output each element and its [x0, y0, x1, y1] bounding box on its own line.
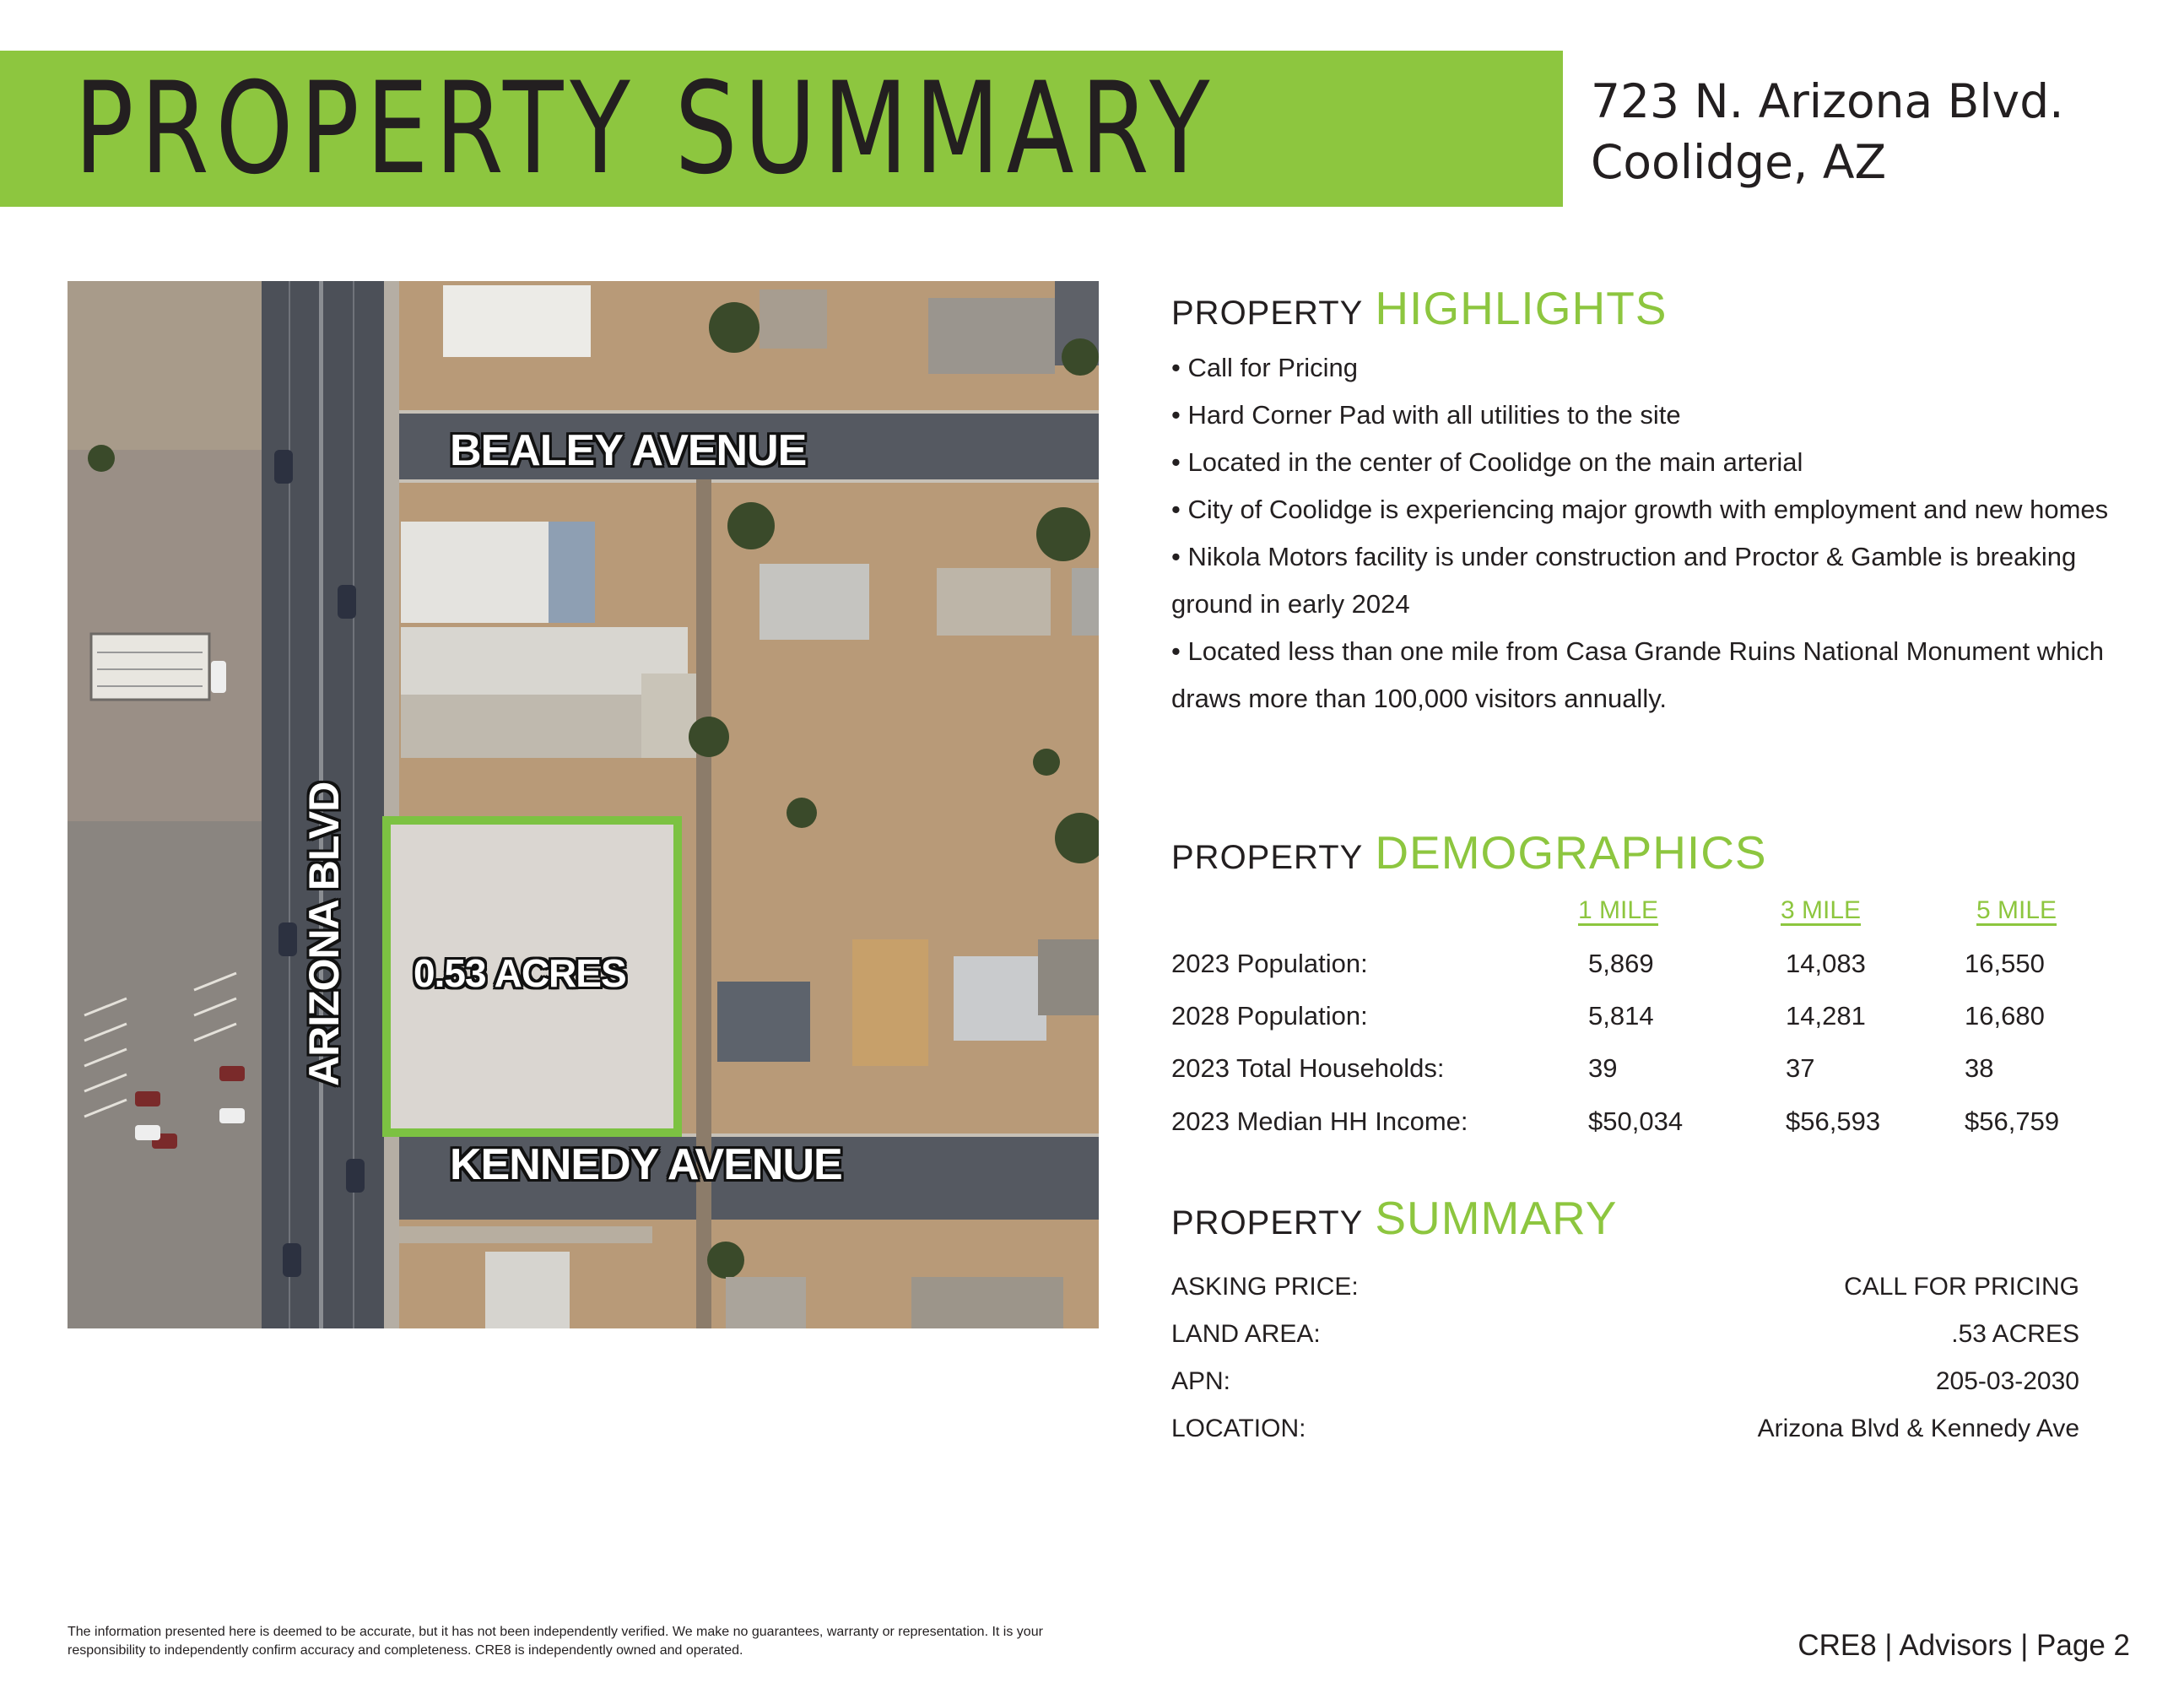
summary-heading-prefix: PROPERTY	[1171, 1204, 1364, 1242]
summary-value: Arizona Blvd & Kennedy Ave	[1757, 1415, 2079, 1442]
demographics-value: $50,034	[1588, 1106, 1684, 1136]
demographics-value: 38	[1965, 1053, 1994, 1083]
demographics-row-label: 2023 Median HH Income:	[1171, 1106, 1468, 1136]
demographics-value: $56,593	[1786, 1106, 1881, 1136]
demographics-value: 16,680	[1965, 1001, 2045, 1031]
aerial-map	[68, 281, 1099, 1328]
summary-row-land-area	[1171, 1320, 2079, 1354]
highlights-heading	[1171, 281, 1667, 335]
title-banner	[0, 51, 1563, 207]
highlights-heading-prefix: PROPERTY	[1171, 295, 1364, 332]
address-line-1: 723 N. Arizona Blvd.	[1591, 74, 2064, 128]
summary-label: LAND AREA:	[1171, 1320, 1321, 1348]
demographics-value: 39	[1588, 1053, 1618, 1083]
summary-row-location	[1171, 1415, 2079, 1448]
highlight-item: • City of Coolidge is experiencing major growth with employment and new homes	[1171, 495, 2109, 524]
map-label-site-acreage: 0.53 ACRES	[414, 951, 626, 995]
map-label-bealey-avenue: BEALEY AVENUE	[450, 426, 807, 475]
highlight-item: • Call for Pricing	[1171, 353, 1359, 382]
summary-value: 205-03-2030	[1935, 1367, 2079, 1395]
address-line-2: Coolidge, AZ	[1591, 135, 1887, 189]
demographics-row	[1171, 1001, 2100, 1035]
summary-heading-accent: SUMMARY	[1375, 1192, 1618, 1244]
demographics-value: 5,814	[1588, 1001, 1654, 1031]
footer-disclaimer: The information presented here is deemed to be accurate, but it has not been independently verified. We make no guarantees, warranty or representation. It is your responsibility to independently confirm accuracy and completeness. CRE8 is independently owned and operated.	[68, 1625, 1043, 1658]
summary-row-apn	[1171, 1367, 2079, 1401]
summary-value: CALL FOR PRICING	[1844, 1273, 2079, 1301]
summary-label: LOCATION:	[1171, 1415, 1306, 1442]
demographics-column-1-mile: 1 MILE	[1578, 896, 1659, 924]
demographics-column-3-mile: 3 MILE	[1781, 896, 1862, 924]
map-label-arizona-blvd: ARIZONA BLVD	[300, 782, 348, 1086]
map-label-kennedy-avenue: KENNEDY AVENUE	[450, 1140, 842, 1189]
demographics-row	[1171, 1106, 2100, 1140]
demographics-value: 16,550	[1965, 949, 2045, 978]
summary-label: ASKING PRICE:	[1171, 1273, 1359, 1301]
summary-row-asking-price	[1171, 1273, 2079, 1307]
demographics-heading-prefix: PROPERTY	[1171, 839, 1364, 876]
highlight-item: • Nikola Motors facility is under construction and Proctor & Gamble is breaking ground in early 2024	[1171, 542, 2077, 619]
property-address	[1591, 71, 2064, 192]
demographics-value: 14,083	[1786, 949, 1866, 978]
demographics-row-label: 2028 Population:	[1171, 1001, 1368, 1031]
demographics-value: 5,869	[1588, 949, 1654, 978]
demographics-heading-accent: DEMOGRAPHICS	[1375, 826, 1767, 879]
demographics-row	[1171, 949, 2100, 982]
summary-heading	[1171, 1191, 1617, 1245]
page-title: PROPERTY SUMMARY	[74, 56, 1217, 203]
highlight-item: • Located in the center of Coolidge on the main arterial	[1171, 447, 1803, 477]
demographics-value: 37	[1786, 1053, 1815, 1083]
demographics-row	[1171, 1053, 2100, 1087]
demographics-value: $56,759	[1965, 1106, 2060, 1136]
demographics-column-5-mile: 5 MILE	[1976, 896, 2057, 924]
summary-value: .53 ACRES	[1951, 1320, 2079, 1348]
highlights-heading-accent: HIGHLIGHTS	[1375, 282, 1668, 334]
highlights-list	[1171, 344, 2133, 722]
summary-label: APN:	[1171, 1367, 1231, 1395]
highlight-item: • Hard Corner Pad with all utilities to the site	[1171, 400, 1681, 430]
highlight-item: • Located less than one mile from Casa Grande Ruins National Monument which draws more than 100,000 visitors annually.	[1171, 636, 2105, 713]
demographics-value: 14,281	[1786, 1001, 1866, 1031]
footer-brand-page: CRE8 | Advisors | Page 2	[1797, 1629, 2130, 1662]
demographics-row-label: 2023 Population:	[1171, 949, 1368, 978]
demographics-heading	[1171, 825, 1767, 879]
demographics-row-label: 2023 Total Households:	[1171, 1053, 1445, 1083]
